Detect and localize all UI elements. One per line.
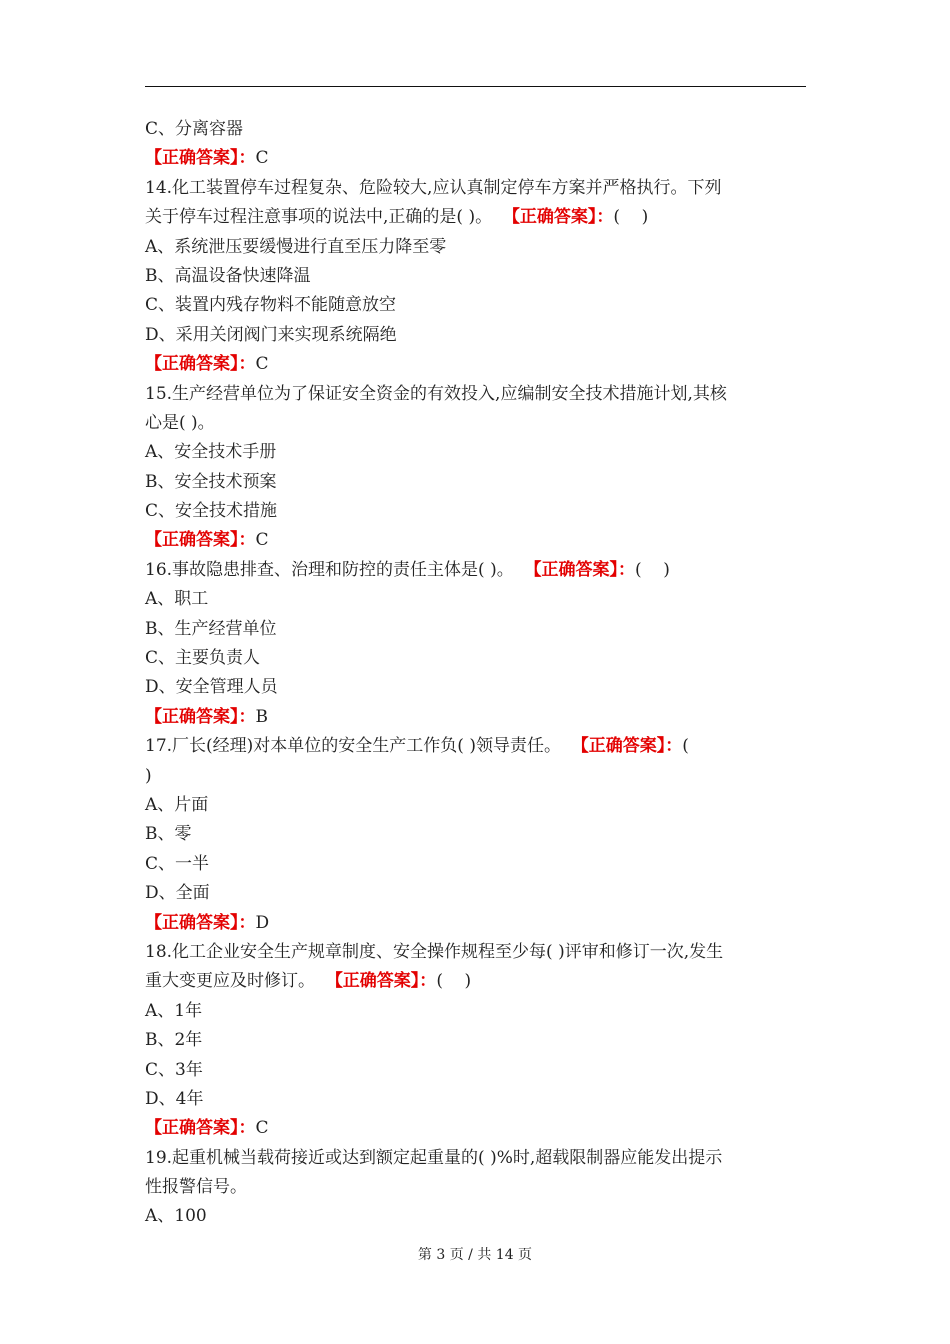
answer-label: 【正确答案】： — [145, 1118, 256, 1139]
answer-label: 【正确答案】： — [571, 736, 683, 757]
text-line: 14.化工装置停车过程复杂、危险较大,应认真制定停车方案并严格执行。下列 — [145, 177, 722, 198]
text-line: B、生产经营单位 — [145, 618, 277, 639]
text-line: C、装置内残存物料不能随意放空 — [145, 295, 397, 316]
text-line: 19.起重机械当载荷接近或达到额定起重量的( )%时,超载限制器应能发出提示 — [145, 1147, 723, 1168]
answer-line — [145, 909, 806, 938]
question-text: 16.事故隐患排查、治理和防控的责任主体是( )。 — [145, 559, 525, 580]
question-line-with-answer — [145, 556, 806, 585]
text-line: C、一半 — [145, 853, 210, 874]
answer-line — [145, 1114, 806, 1143]
text-line: B、高温设备快速降温 — [145, 265, 311, 286]
text-line: D、采用关闭阀门来实现系统隔绝 — [145, 324, 397, 345]
text-line: A、系统泄压要缓慢进行直至压力降至零 — [145, 236, 447, 257]
text-line: B、零 — [145, 824, 192, 845]
answer-line — [145, 526, 806, 555]
text-line: A、职工 — [145, 589, 209, 610]
answer-label: 【正确答案】： — [325, 971, 437, 992]
text-line: 15.生产经营单位为了保证安全资金的有效投入,应编制安全技术措施计划,其核 — [145, 383, 727, 404]
text-line: ) — [145, 765, 152, 786]
text-line: B、安全技术预案 — [145, 471, 277, 492]
answer-blank: ( ) — [635, 559, 670, 580]
answer-line — [145, 350, 806, 379]
text-line: C、分离容器 — [145, 119, 244, 139]
answer-value: D — [255, 912, 270, 933]
question-line-with-answer — [145, 203, 806, 232]
text-line: A、100 — [145, 1206, 207, 1227]
question-text: 17.厂长(经理)对本单位的安全生产工作负( )领导责任。 — [145, 736, 572, 757]
answer-line — [145, 144, 806, 173]
header-rule — [145, 86, 806, 87]
question-text: 关于停车过程注意事项的说法中,正确的是( )。 — [145, 207, 503, 228]
answer-label: 【正确答案】： — [145, 354, 256, 375]
document-body — [145, 115, 806, 1232]
text-line: 性报警信号。 — [145, 1177, 247, 1198]
text-line: C、安全技术措施 — [145, 501, 278, 522]
answer-label: 【正确答案】： — [145, 706, 256, 727]
answer-value: C — [255, 530, 269, 551]
text-line: C、3年 — [145, 1059, 203, 1080]
question-line-with-answer — [145, 732, 806, 761]
text-line: A、1年 — [145, 1000, 203, 1021]
answer-label: 【正确答案】： — [502, 207, 614, 228]
answer-label: 【正确答案】： — [145, 912, 256, 933]
question-line-with-answer — [145, 967, 806, 996]
answer-value: C — [255, 1118, 269, 1139]
text-line: A、片面 — [145, 794, 209, 815]
answer-value: C — [255, 148, 269, 169]
text-line: D、4年 — [145, 1088, 204, 1109]
answer-value: C — [255, 354, 269, 375]
answer-value: B — [255, 706, 268, 727]
text-line: C、主要负责人 — [145, 648, 261, 669]
question-text: 重大变更应及时修订。 — [145, 971, 326, 992]
text-line: B、2年 — [145, 1030, 203, 1051]
answer-blank: ( ) — [613, 207, 649, 228]
page-footer: 第 3 页 / 共 14 页 — [417, 1247, 533, 1263]
text-line: 18.化工企业安全生产规章制度、安全操作规程至少每( )评审和修订一次,发生 — [145, 941, 724, 962]
answer-label: 【正确答案】： — [145, 148, 256, 169]
answer-line — [145, 703, 806, 732]
answer-blank: ( ) — [436, 971, 472, 992]
answer-blank: ( — [682, 736, 689, 757]
text-line: 心是( )。 — [145, 412, 215, 433]
answer-label: 【正确答案】： — [145, 530, 256, 551]
text-line: D、安全管理人员 — [145, 677, 278, 698]
text-line: D、全面 — [145, 883, 210, 904]
text-line: A、安全技术手册 — [145, 442, 277, 463]
answer-label: 【正确答案】： — [524, 559, 636, 580]
